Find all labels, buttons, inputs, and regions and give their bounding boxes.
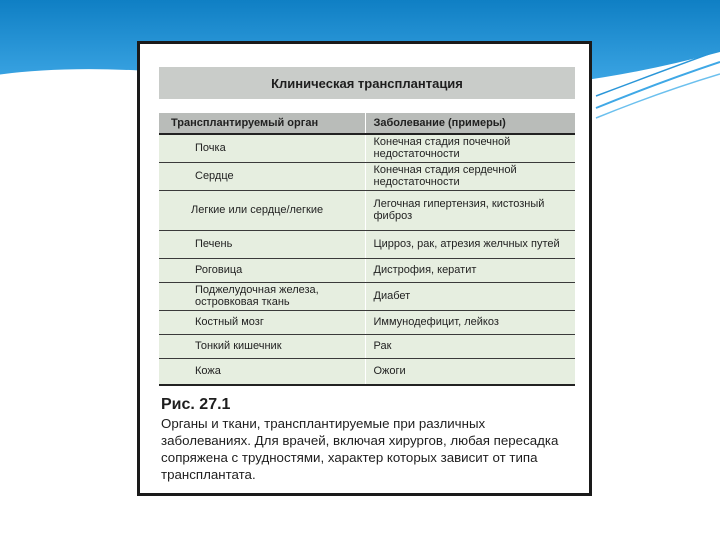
table-row xyxy=(159,282,575,310)
organ-cell: Кожа xyxy=(159,358,365,385)
column-header-disease: Заболевание (примеры) xyxy=(365,113,575,134)
table-row xyxy=(159,358,575,385)
transplant-table xyxy=(159,113,575,386)
table-row xyxy=(159,134,575,162)
caption-text: Органы и ткани, трансплантируемые при различных заболеваниях. Для врачей, включая хирургов, любая пересадка сопряжена с трудностями, характер которых зависит от типа трансплантата. xyxy=(161,416,559,482)
disease-cell: Рак xyxy=(365,334,575,358)
organ-cell: Почка xyxy=(159,134,365,162)
disease-cell: Легочная гипертензия, кистозный фиброз xyxy=(365,190,575,230)
table-row xyxy=(159,334,575,358)
disease-cell: Конечная стадия почечной недостаточности xyxy=(365,134,575,162)
organ-cell: Печень xyxy=(159,230,365,258)
organ-cell: Костный мозг xyxy=(159,310,365,334)
figure-image xyxy=(137,41,592,496)
organ-cell: Поджелудочная железа, островковая ткань xyxy=(159,282,365,310)
organ-cell: Тонкий кишечник xyxy=(159,334,365,358)
caption-label: Рис. 27.1 xyxy=(161,396,231,413)
table-title: Клиническая трансплантация xyxy=(159,67,575,99)
disease-cell: Цирроз, рак, атрезия желчных путей xyxy=(365,230,575,258)
table-row xyxy=(159,162,575,190)
table-row xyxy=(159,190,575,230)
disease-cell: Иммунодефицит, лейкоз xyxy=(365,310,575,334)
organ-cell: Легкие или сердце/легкие xyxy=(159,190,365,230)
disease-cell: Диабет xyxy=(365,282,575,310)
column-header-organ: Трансплантируемый орган xyxy=(159,113,365,134)
disease-cell: Дистрофия, кератит xyxy=(365,258,575,282)
organ-cell: Сердце xyxy=(159,162,365,190)
disease-cell: Ожоги xyxy=(365,358,575,385)
table-row xyxy=(159,310,575,334)
figure-caption xyxy=(159,396,575,483)
disease-cell: Конечная стадия сердечной недостаточности xyxy=(365,162,575,190)
table-row xyxy=(159,258,575,282)
organ-cell: Роговица xyxy=(159,258,365,282)
table-row xyxy=(159,230,575,258)
